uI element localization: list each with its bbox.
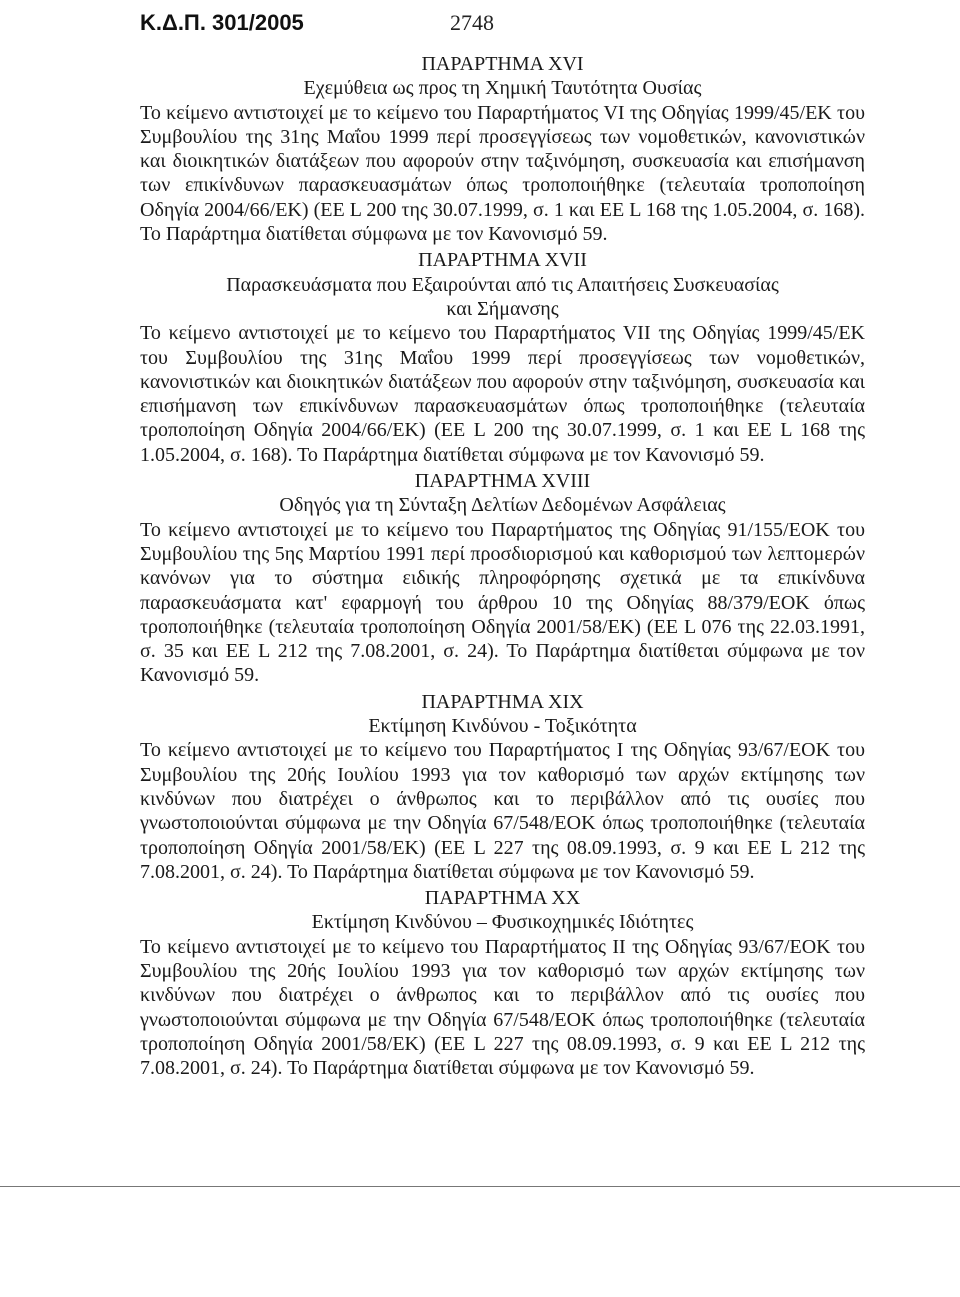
annex-body: Το κείμενο αντιστοιχεί με το κείμενο του Παραρτήματος I της Οδηγίας 93/67/ΕΟΚ του Συμβουλίου της 20ής Ιουλίου 1993 για τον καθορισμό των αρχών εκτίμησης των κινδύνων που διατρέχει ο άνθρωπος και το περιβάλλον από τις ουσίες που γνωστοποιούνται σύμφωνα με την Οδηγία 67/548/ΕΟΚ όπως τροποποιήθηκε (τελευταία τροποποίηση Οδηγία 2001/58/ΕΚ) (ΕΕ L 227 της 08.09.1993, σ. 9 και ΕΕ L 212 της 7.08.2001, σ. 24). Το Παράρτημα διατίθεται σύμφωνα με τον Κανονισμό 59. — [140, 739, 865, 883]
gazette-reference: Κ.Δ.Π. 301/2005 — [140, 10, 304, 35]
scan-margin-line — [0, 1186, 960, 1187]
annex-title: ΠΑΡΑΡΤΗΜΑ XX — [424, 887, 581, 910]
annex-xix — [140, 690, 865, 884]
annex-subtitle: Εχεμύθεια ως προς τη Χημική Ταυτότητα Ουσίας — [303, 77, 702, 100]
annex-body: Το κείμενο αντιστοιχεί με το κείμενο του Παραρτήματος της Οδηγίας 91/155/ΕΟΚ του Συμβουλίου της 5ης Μαρτίου 1991 περί προσδιορισμού και καθορισμού των λεπτομερών κανόνων για το σύστημα ειδικής πληροφόρησης σχετικά με τα επικίνδυνα παρασκευάσματα κατ' εφαρμογή του άρθρου 10 της Οδηγίας 88/379/ΕΟΚ όπως τροποποιήθηκε (τελευταία τροποποίηση Οδηγία 2001/58/ΕΚ) (ΕΕ L 076 της 22.03.1991, σ. 35 και ΕΕ L 212 της 7.08.2001, σ. 24). Το Παράρτημα διατίθεται σύμφωνα με τον Κανονισμό 59. — [140, 518, 865, 687]
page-number: 2748 — [450, 10, 494, 35]
annex-xvi — [140, 52, 865, 246]
document-body — [140, 52, 865, 1082]
annex-subtitle: Οδηγός για τη Σύνταξη Δελτίων Δεδομένων Ασφάλειας — [279, 494, 726, 517]
annex-title: ΠΑΡΑΡΤΗΜΑ XVIII — [414, 470, 591, 493]
annex-body: Το κείμενο αντιστοιχεί με το κείμενο του Παραρτήματος VI της Οδηγίας 1999/45/ΕΚ του Συμβουλίου της 31ης Μαΐου 1999 περί προσεγγίσεως των νομοθετικών, κανονιστικών και διοικητικών διατάξεων που αφορούν στην ταξινόμηση, συσκευασία και επισήμανση των επικίνδυνων παρασκευασμάτων όπως τροποποιήθηκε (τελευταία τροποποίηση Οδηγία 2004/66/ΕΚ) (ΕΕ L 200 της 30.07.1999, σ. 1 και ΕΕ L 168 της 1.05.2004, σ. 168). Το Παράρτημα διατίθεται σύμφωνα με τον Κανονισμό 59. — [140, 101, 865, 246]
annex-subtitle: Εκτίμηση Κινδύνου - Τοξικότητα — [368, 715, 637, 738]
annex-title: ΠΑΡΑΡΤΗΜΑ XVI — [421, 53, 584, 75]
annex-body: Το κείμενο αντιστοιχεί με το κείμενο του Παραρτήματος VII της Οδηγίας 1999/45/ΕΚ του Συμβουλίου της 31ης Μαΐου 1999 περί προσεγγίσεως των νομοθετικών, κανονιστικών και διοικητικών διατάξεων που αφορούν στην ταξινόμηση, συσκευασία και επισήμανση των επικίνδυνων παρασκευασμάτων όπως τροποποιήθηκε (τελευταία τροποποίηση Οδηγία 2004/66/ΕΚ) (ΕΕ L 200 της 30.07.1999, σ. 1 και ΕΕ L 168 της 1.05.2004, σ. 168). Το Παράρτημα διατίθεται σύμφωνα με τον Κανονισμό 59. — [140, 322, 865, 466]
annex-subtitle-line2: και Σήμανσης — [446, 297, 559, 320]
annex-xviii — [140, 469, 865, 688]
annex-title: ΠΑΡΑΡΤΗΜΑ XIX — [421, 690, 584, 713]
annex-body: Το κείμενο αντιστοιχεί με το κείμενο του Παραρτήματος II της Οδηγίας 93/67/ΕΟΚ του Συμβουλίου της 20ής Ιουλίου 1993 για τον καθορισμό των αρχών εκτίμησης των κινδύνων που διατρέχει ο άνθρωπος και το περιβάλλον από τις ουσίες που γνωστοποιούνται σύμφωνα με την Οδηγία 67/548/ΕΟΚ όπως τροποποιήθηκε (τελευταία τροποποίηση Οδηγία 2001/58/ΕΚ) (ΕΕ L 227 της 08.09.1993, σ. 9 και ΕΕ L 212 της 7.08.2001, σ. 24). Το Παράρτημα διατίθεται σύμφωνα με τον Κανονισμό 59. — [140, 935, 865, 1080]
annex-subtitle: Εκτίμηση Κινδύνου – Φυσικοχημικές Ιδιότητες — [311, 911, 694, 934]
annex-subtitle: Παρασκευάσματα που Εξαιρούνται από τις Απαιτήσεις Συσκευασίας — [226, 273, 779, 296]
annex-xvii — [140, 248, 865, 467]
annex-xx — [140, 886, 865, 1080]
annex-title: ΠΑΡΑΡΤΗΜΑ XVII — [418, 249, 587, 272]
